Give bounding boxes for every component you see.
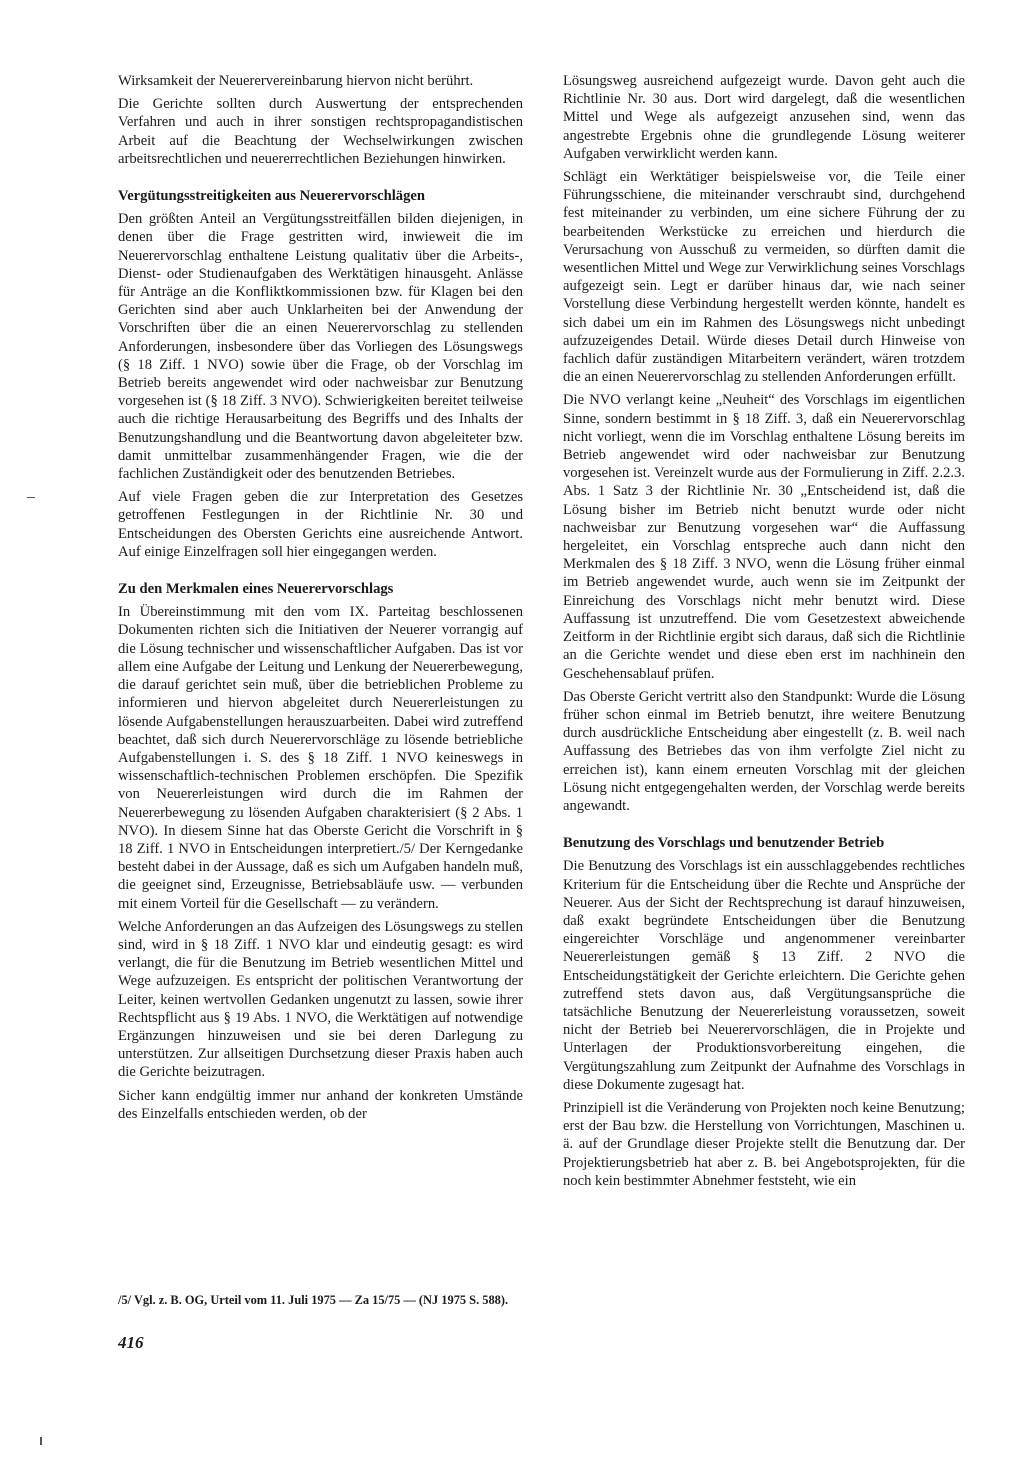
paragraph: Das Oberste Gericht vertritt also den Standpunkt: Wurde die Lösung früher schon einmal im Betrieb benutzt, ihre weitere Benutzung durch ausdrückliche Entscheidung aber eingestellt (z. B. weil nach Auffassung des Betriebes das von ihm verfolgte Ziel nicht zu erreichen ist), kann einem erneuten Vorschlag mit der gleichen Lösung nicht entgegengehalten werden, der Vorschlag werde bereits angewandt.: [563, 688, 965, 814]
paragraph: Die Gerichte sollten durch Auswertung der entsprechenden Verfahren und auch in ihrer sonstigen rechtspropagandistischen Arbeit auf die Beachtung der Wechselwirkungen zwischen arbeitsrechtlichen und neuererrechtlichen Beziehungen hinwirken.: [118, 96, 523, 167]
page-number: 416: [118, 1333, 144, 1352]
paragraph: Die NVO verlangt keine „Neuheit“ des Vorschlags im eigentlichen Sinne, sondern bestimmt in § 18 Ziff. 3, daß ein Neuerervorschlag nicht vorliegt, wenn die im Vorschlag enthaltene Lösung bereits im Betrieb angewendet wird oder nachweisbar zur Benutzung vorgesehen ist. Vereinzelt wurde aus der Formulierung in Ziff. 2.2.3. Abs. 1 Satz 3 der Richtlinie Nr. 30 „Entscheidend ist, daß die Lösung bisher im Betrieb nicht benutzt wurde oder nicht nachweisbar zur Benutzung vorgesehen war“ die Auffassung hergeleitet, ein Vorschlag entspreche auch dann nicht den Merkmalen des § 18 Ziff. 3 NVO, wenn die Lösung früher einmal im Betrieb angewendet wurde, auch wenn sie im Zeitpunkt der Einreichung des Vorschlags nicht mehr benutzt wird. Diese Auffassung ist unzutreffend. Die vom Gesetzestext abweichende Zeitform in der Richtlinie ergibt sich daraus, daß sich die Richtlinie an die Gerichte wendet und diese eben erst im nachhinein den Geschehensablauf prüfen.: [563, 392, 965, 682]
paragraph: Wirksamkeit der Neuerervereinbarung hiervon nicht berührt.: [118, 73, 474, 89]
paragraph: Die Benutzung des Vorschlags ist ein ausschlaggebendes rechtliches Kriterium für die Entscheidung über die Rechte und Ansprüche der Neuerer. Aus der Sicht der Rechtsprechung ist darauf hinzuweisen, daß exakt begründete Entscheidungen über die Benutzung eingereichter Vorschläge und angenommener vereinbarter Neuererleistungen gemäß § 13 Ziff. 2 NVO die Entscheidungstätigkeit der Gerichte erleichtern. Die Gerichte gehen zutreffend stets davon aus, daß Vergütungsansprüche die tatsächliche Benutzung der Neuererleistung voraussetzen, soweit nicht der Betrieb bei Neuerervorschlägen, die in Projekte und Unterlagen der Produktionsvorbereitung eingehen, die Vergütungszahlung zum Zeitpunkt der Aufnahme des Vorschlags in diese Dokumente zugesagt hat.: [563, 858, 965, 1093]
left-column: [118, 72, 523, 1123]
paragraph: Sicher kann endgültig immer nur anhand der konkreten Umstände des Einzelfalls entschieden werden, ob der: [118, 1087, 523, 1122]
paragraph: Welche Anforderungen an das Aufzeigen des Lösungswegs zu stellen sind, wird in § 18 Ziff. 1 NVO klar und eindeutig gesagt: es wird verlangt, die für die Benutzung im Betrieb wesentlichen Mittel und Wege aufzuzeigen. Es entspricht der politischen Verantwortung der Leiter, keinen wertvollen Gedanken ungenutzt zu lassen, sowie ihrer Rechtspflicht aus § 19 Abs. 1 NVO, die Werktätigen auf notwendige Ergänzungen hinzuweisen und sie bei deren Darlegung zu unterstützen. Zur allseitigen Durchsetzung dieser Praxis haben auch die Gerichte beizutragen.: [118, 918, 523, 1081]
section-heading: Vergütungsstreitigkeiten aus Neuerervorschlägen: [118, 188, 425, 205]
paragraph: Prinzipiell ist die Veränderung von Projekten noch keine Benutzung; erst der Bau bzw. die Herstellung von Vorrichtungen, Maschinen u. ä. auf der Grundlage dieser Projekte stellt die Benutzung dar. Der Projektierungsbetrieb hat aber z. B. bei Angebotsprojekten, für die noch kein bestimmter Abnehmer feststeht, wie ein: [563, 1099, 965, 1189]
section-heading: Benutzung des Vorschlags und benutzender Betrieb: [563, 835, 885, 852]
paragraph: Auf viele Fragen geben die zur Interpretation des Gesetzes getroffenen Festlegungen in der Richtlinie Nr. 30 und Entscheidungen des Obersten Gerichts eine ausreichende Antwort. Auf einige Einzelfragen soll hier eingegangen werden.: [118, 489, 523, 560]
footnote: /5/ Vgl. z. B. OG, Urteil vom 11. Juli 1975 — Za 15/75 — (NJ 1975 S. 588).: [118, 1293, 509, 1307]
scan-mark: [40, 1437, 42, 1445]
paragraph: Schlägt ein Werktätiger beispielsweise vor, die Teile einer Führungsschiene, die miteinander verschraubt sind, durchgehend fest miteinander zu verbinden, um eine sichere Führung der zu bearbeitenden Werkstücke zu erreichen und hierdurch die Verursachung von Ausschuß zu vermeiden, so dürften damit die wesentlichen Mittel und Wege zur Verwirklichung seines Vorschlags aufgezeigt sein. Legt er darüber hinaus dar, wie nach seiner Vorstellung diese Verbindung hergestellt werden könnte, handelt es sich dabei um ein im Rahmen des Lösungswegs nicht unbedingt aufzuzeigendes Detail. Würde dieses Detail durch Hinweise von fachlich dafür zuständigen Mitarbeitern verändert, wären trotzdem die an einen Neuerervorschlag zu stellenden Anforderungen erfüllt.: [563, 169, 965, 386]
right-column: [563, 72, 965, 1190]
paragraph: Den größten Anteil an Vergütungsstreitfällen bilden diejenigen, in denen über die Frage gestritten wird, inwieweit die im Neuerervorschlag enthaltene Leistung qualitativ über die Arbeits-, Dienst- oder Studienaufgaben des Werktätigen hinausgeht. Anlässe für Anträge an die Konfliktkommissionen bzw. für Klagen bei den Gerichten sind aber auch Unklarheiten bei der Anwendung der Vorschriften über die an einen Neuerervorschlag zu stellenden Anforderungen, insbesondere über das Vorliegen des Lösungswegs (§ 18 Ziff. 1 NVO) sowie über die Frage, ob der Vorschlag im Betrieb bereits angewendet wird oder nachweisbar zur Benutzung vorgesehen ist (§ 18 Ziff. 3 NVO). Schwierigkeiten bereitet teilweise auch die richtige Herausarbeitung des Begriffs und des Inhalts der Benutzungshandlung und die Beantwortung davon abgeleiteter bzw. damit unmittelbar zusammenhängender Fragen, wie die der fachlichen Zuständigkeit oder des benutzenden Betriebes.: [118, 211, 523, 483]
section-heading: Zu den Merkmalen eines Neuerervorschlags: [118, 581, 394, 598]
scan-mark: [27, 497, 35, 498]
paragraph: Lösungsweg ausreichend aufgezeigt wurde. Davon geht auch die Richtlinie Nr. 30 aus. Dort wird dargelegt, daß die wesentlichen Mittel und Wege als aufgezeigt anzusehen sind, wenn das angestrebte Ergebnis ohne die grundlegende Lösung weiterer Aufgaben verwirklicht werden kann.: [563, 73, 965, 162]
paragraph: In Übereinstimmung mit den vom IX. Parteitag beschlossenen Dokumenten richten sich die Initiativen der Neuerer vorrangig auf die Lösung technischer und wissenschaftlicher Aufgaben. Das ist vor allem eine Aufgabe der Leitung und Lenkung der Neuererbewegung, die darauf gerichtet sein muß, über die betrieblichen Probleme zu informieren und hiervon abgeleitet durch Neuererleistungen zu lösende Aufgabenstellungen herauszuarbeiten. Dabei wird zutreffend beachtet, daß sich durch Neuerervorschläge zu lösende betriebliche Aufgabenstellungen i. S. des § 18 Ziff. 1 NVO keineswegs in wissenschaftlich-technischen Problemen erschöpfen. Die Spezifik von Neuererleistungen wird durch die im Rahmen der Neuererbewegung zu lösenden Aufgaben charakterisiert (§ 2 Abs. 1 NVO). In diesem Sinne hat das Oberste Gericht die Vorschrift in § 18 Ziff. 1 NVO in Entscheidungen interpretiert./5/ Der Kerngedanke besteht dabei in der Aussage, daß es sich um Aufgaben handeln muß, die geeignet sind, Erzeugnisse, Betriebsabläufe usw. — verbunden mit einem Vorteil für die Gesellschaft — zu verändern.: [118, 604, 523, 912]
